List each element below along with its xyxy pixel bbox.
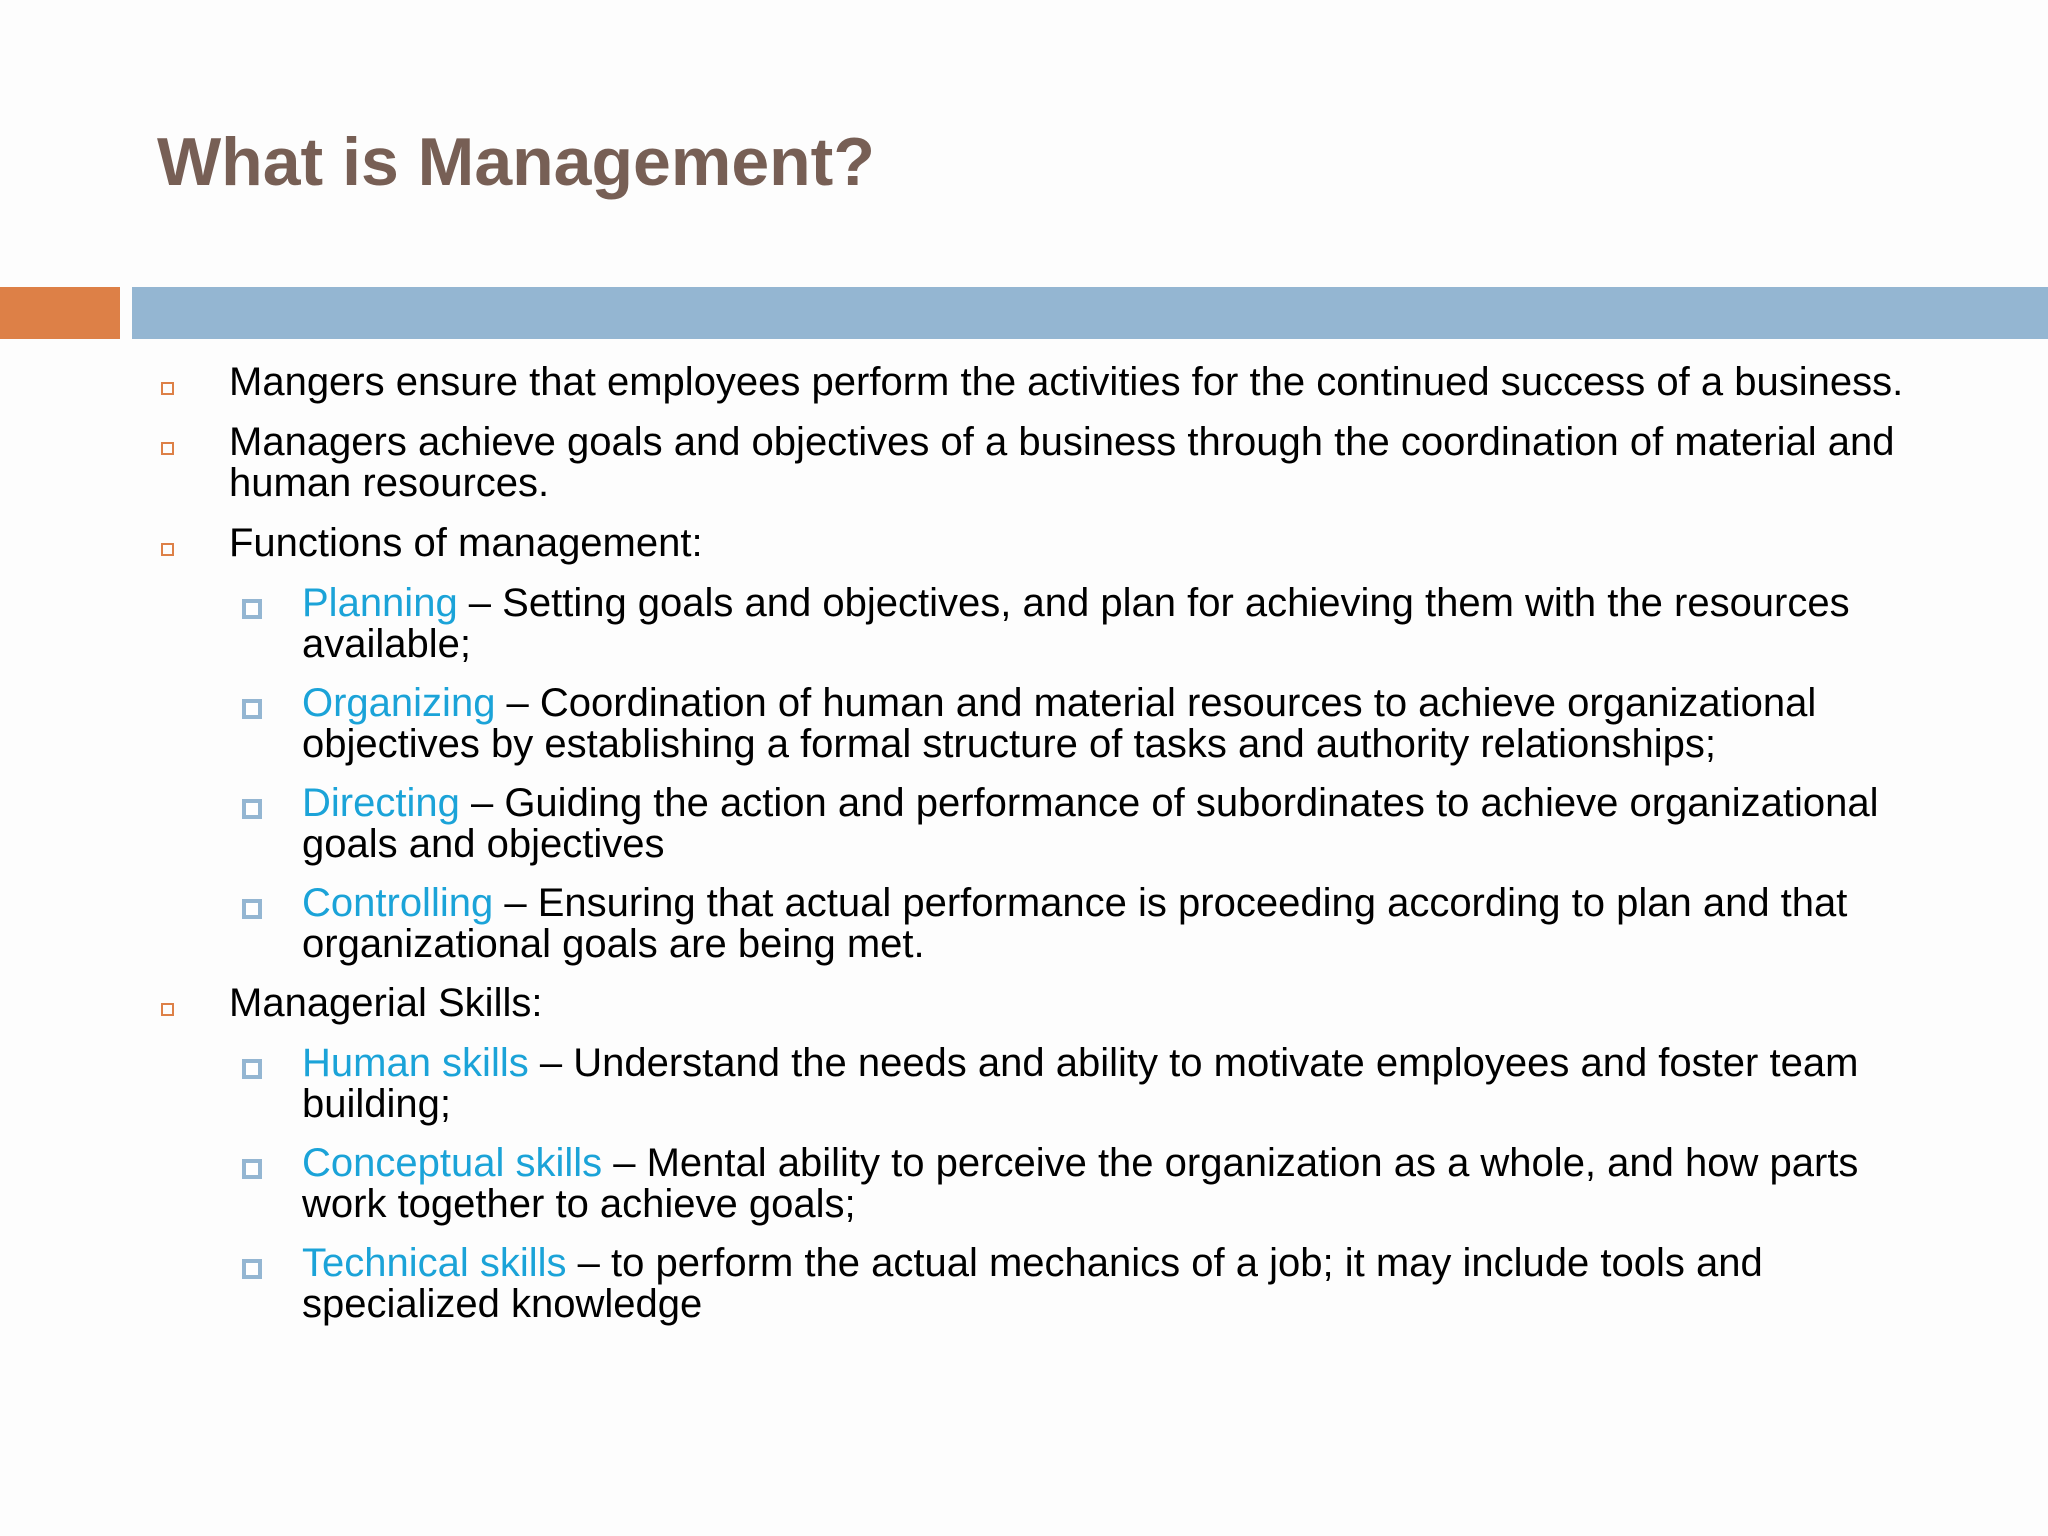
term-conceptual-skills: Conceptual skills	[302, 1141, 603, 1185]
bullet-list	[157, 362, 1937, 1343]
term-human-skills: Human skills	[302, 1041, 529, 1085]
square-bullet-icon	[242, 1059, 262, 1079]
definition-text: – Setting goals and objectives, and plan for achieving them with the resources available;	[302, 581, 1850, 666]
definition-text: – Coordination of human and material resources to achieve organizational objectives by establishing a formal structure of tasks and authority relationships;	[302, 681, 1817, 766]
term-controlling: Controlling	[302, 881, 494, 925]
definition-text: – Guiding the action and performance of subordinates to achieve organizational goals and objectives	[302, 781, 1879, 866]
term-directing: Directing	[302, 781, 460, 825]
bullet-managerial-skills	[157, 983, 1937, 1024]
square-bullet-icon	[161, 442, 174, 455]
square-bullet-icon	[242, 1159, 262, 1179]
square-bullet-icon	[242, 599, 262, 619]
bullet-text: Mangers ensure that employees perform the activities for the continued success of a business.	[229, 360, 1904, 404]
accent-bar-blue	[132, 287, 2048, 339]
bullet-text: Managers achieve goals and objectives of a business through the coordination of material and human resources.	[229, 420, 1895, 505]
sub-bullet-controlling	[157, 883, 1937, 965]
sub-bullet-technical-skills	[157, 1243, 1937, 1325]
square-bullet-icon	[161, 543, 174, 556]
definition-text: – Understand the needs and ability to motivate employees and foster team building;	[302, 1041, 1859, 1126]
term-planning: Planning	[302, 581, 458, 625]
sub-bullet-organizing	[157, 683, 1937, 765]
bullet-managers-achieve	[157, 422, 1937, 504]
square-bullet-icon	[242, 699, 262, 719]
term-organizing: Organizing	[302, 681, 496, 725]
accent-bar-orange	[0, 287, 120, 339]
definition-text: – Ensuring that actual performance is proceeding according to plan and that organizational goals are being met.	[302, 881, 1848, 966]
sub-bullet-planning	[157, 583, 1937, 665]
sub-bullet-human-skills	[157, 1043, 1937, 1125]
square-bullet-icon	[161, 1003, 174, 1016]
square-bullet-icon	[242, 899, 262, 919]
square-bullet-icon	[242, 799, 262, 819]
square-bullet-icon	[161, 382, 174, 395]
sub-bullet-directing	[157, 783, 1937, 865]
sub-bullet-conceptual-skills	[157, 1143, 1937, 1225]
square-bullet-icon	[242, 1259, 262, 1279]
bullet-functions	[157, 523, 1937, 564]
bullet-text: Functions of management:	[229, 521, 703, 565]
bullet-managers-ensure	[157, 362, 1937, 403]
definition-text: – to perform the actual mechanics of a job; it may include tools and specialized knowledge	[302, 1241, 1763, 1326]
definition-text: – Mental ability to perceive the organization as a whole, and how parts work together to achieve goals;	[302, 1141, 1859, 1226]
term-technical-skills: Technical skills	[302, 1241, 567, 1285]
slide-title: What is Management?	[157, 124, 875, 200]
bullet-text: Managerial Skills:	[229, 981, 543, 1025]
